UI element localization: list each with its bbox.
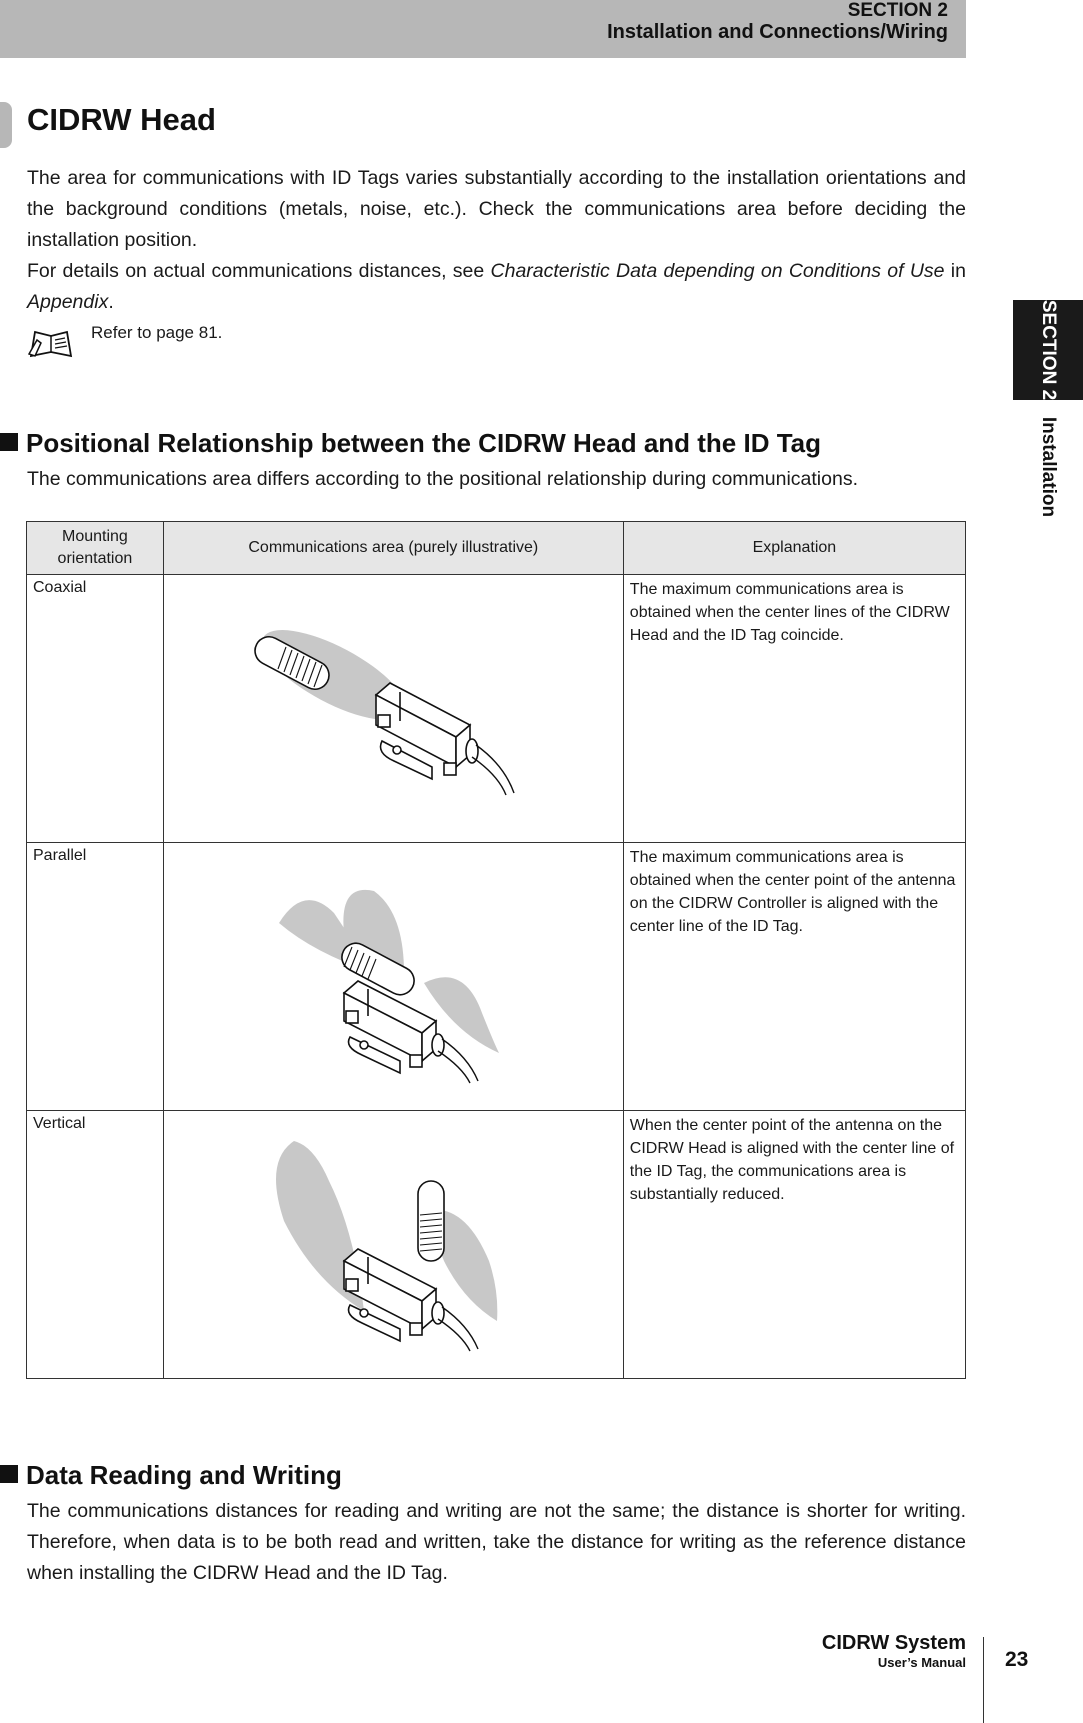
parallel-figure-cell [163,843,623,1111]
table-row [27,575,966,843]
details-paragraph [27,256,966,318]
table-row [27,1111,966,1379]
vertical-id-tag [418,1181,444,1261]
details-text-end: . [108,291,114,313]
coaxial-cidrw-head [376,683,478,779]
section-positional-description: The communications area differs according to the positional relationship during communications. [27,468,858,490]
orientation-table [26,521,966,1379]
parallel-illustration [164,843,622,1109]
footer-manual-label: User’s Manual [877,1655,966,1670]
parallel-cidrw-head [344,981,444,1073]
header-section-label: SECTION 2 [847,0,948,21]
side-tab-chapter-label: Installation [1038,416,1059,518]
coaxial-figure-cell [163,575,623,843]
orientation-vertical: Vertical [27,1111,164,1379]
vertical-cidrw-head [344,1249,444,1341]
section-header-bar [0,0,966,58]
section-heading-positional-text: Positional Relationship between the CIDRW Head and the ID Tag [26,428,822,458]
square-bullet-icon [0,433,18,451]
vertical-figure-cell [163,1111,623,1379]
header-communications-area: Communications area (purely illustrative) [163,522,623,575]
section-heading-positional [0,428,821,459]
header-mounting-orientation: Mounting orientation [27,522,164,575]
header-explanation: Explanation [623,522,965,575]
refer-to-page-text: Refer to page 81. [91,323,223,342]
side-tab-section-label: SECTION 2 [1038,299,1059,401]
table-row [27,843,966,1111]
orientation-parallel: Parallel [27,843,164,1111]
section-heading-reading-writing-text: Data Reading and Writing [26,1460,342,1490]
footer-divider [983,1637,984,1723]
details-text-pre: For details on actual communications distances, see [27,260,491,282]
page-title: CIDRW Head [27,102,216,137]
intro-paragraph: The area for communications with ID Tags varies substantially according to the installation orientations and the background conditions (metals, noise, etc.). Check the communications area before deciding the installation position. [27,167,966,251]
section-heading-reading-writing [0,1460,342,1491]
title-marker [0,102,12,148]
side-tab-chapter [1013,402,1083,532]
square-bullet-icon [0,1465,18,1483]
footer-system-name: CIDRW System [821,1632,966,1654]
explanation-vertical: When the center point of the antenna on the CIDRW Head is aligned with the center line of the ID Tag, the communications area is substantially reduced. [623,1111,965,1379]
header-section-subtitle: Installation and Connections/Wiring [607,21,948,43]
explanation-coaxial: The maximum communications area is obtained when the center lines of the CIDRW Head and the ID Tag coincide. [623,575,965,843]
explanation-parallel: The maximum communications area is obtained when the center point of the antenna on the CIDRW Controller is aligned with the center line of the ID Tag. [623,843,965,1111]
reading-writing-paragraph: The communications distances for reading and writing are not the same; the distance is shorter for writing. Therefore, when data is to be both read and written, take the distance for writing as the reference distance when installing the CIDRW Head and the ID Tag. [27,1500,966,1584]
orientation-coaxial: Coaxial [27,575,164,843]
characteristic-data-reference: Characteristic Data depending on Conditions of Use [490,260,945,282]
manual-reference-icon [27,326,75,360]
coaxial-illustration [164,575,622,841]
details-text-mid: in [944,260,966,282]
page-number: 23 [1005,1648,1029,1671]
side-tab-section [1013,300,1083,400]
appendix-reference: Appendix [27,291,109,313]
vertical-illustration [164,1111,622,1377]
table-header-row [27,522,966,575]
